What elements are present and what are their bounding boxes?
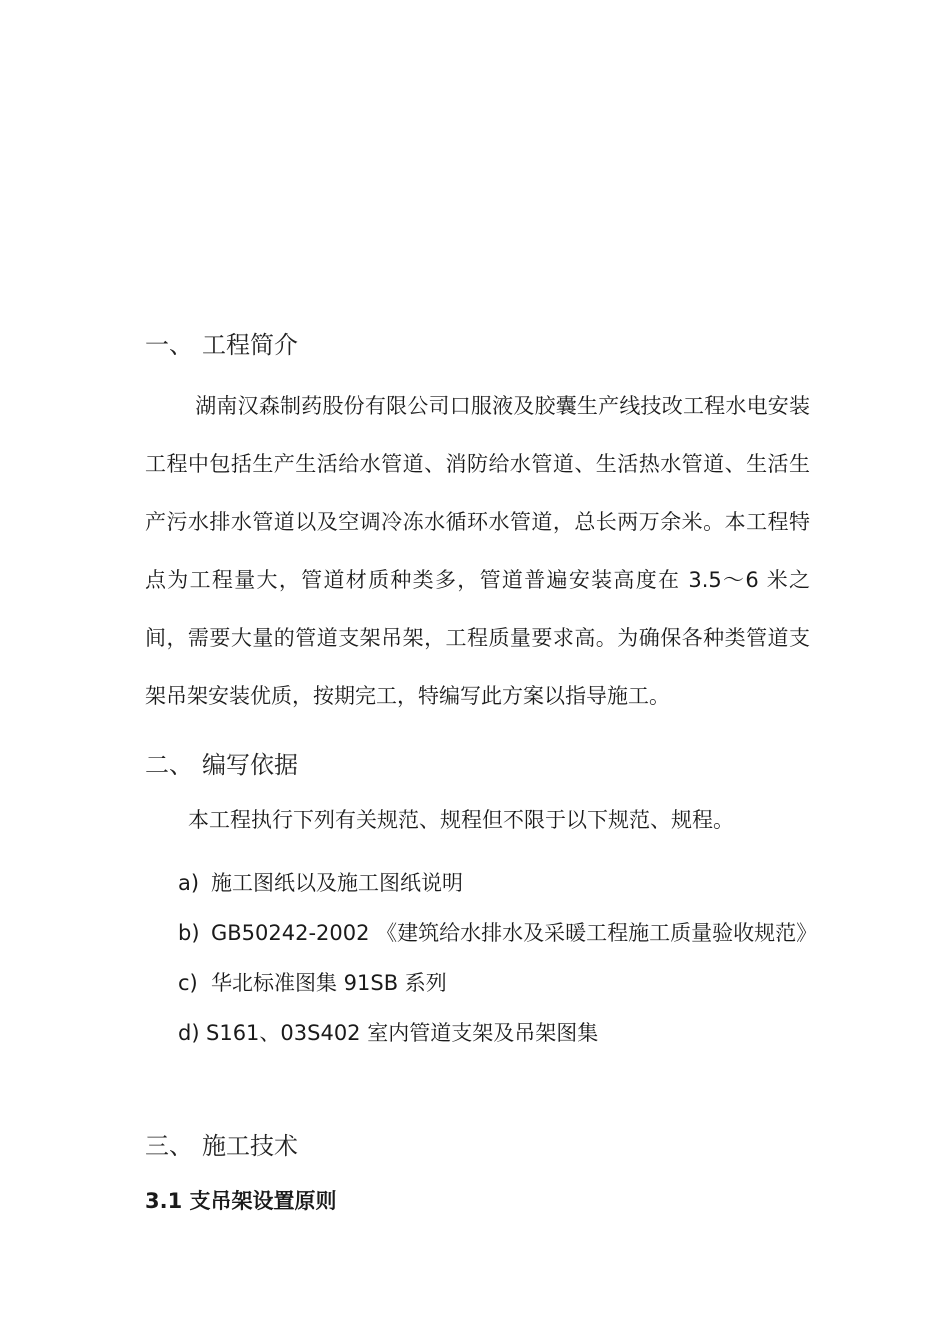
list-item	[178, 908, 818, 958]
section-title: 工程简介	[202, 331, 298, 359]
list-item	[178, 958, 813, 1008]
section-heading-2	[145, 750, 298, 780]
paragraph-text: 湖南汉森制药股份有限公司口服液及胶囊生产线技改工程水电安装工程中包括生产生活给水管道、消防给水管道、生活热水管道、生活生产污水排水管道以及空调冷冻水循环水管道，总长两万余米。本工程特点为工程量大，管道材质种类多，管道普遍安装高度在 3.5～6 米之间，需要大量的管道支架吊架，工程质量要求高。为确保各种类管道支架吊架安装优质，按期完工，特编写此方案以指导施工。	[145, 394, 810, 708]
list-text: 施工图纸以及施工图纸说明	[211, 871, 463, 895]
subsection-heading: 3.1 支吊架设置原则	[145, 1189, 337, 1213]
section-paragraph-1	[145, 377, 810, 725]
section-heading-1	[145, 330, 298, 360]
section-intro: 本工程执行下列有关规范、规程但不限于以下规范、规程。	[188, 808, 734, 832]
list-marker: a)	[178, 871, 200, 895]
list-text: S161、03S402 室内管道支架及吊架图集	[206, 1021, 599, 1045]
section-title: 施工技术	[202, 1132, 298, 1160]
section-title: 编写依据	[202, 751, 298, 779]
list-marker: d)	[178, 1021, 200, 1045]
list-text: GB50242-2002 《建筑给水排水及采暖工程施工质量验收规范》	[211, 921, 818, 945]
section-number: 一、	[145, 331, 193, 359]
list-text: 华北标准图集 91SB 系列	[211, 971, 447, 995]
list-marker: c)	[178, 971, 198, 995]
list-marker: b)	[178, 921, 200, 945]
list-item	[178, 1008, 813, 1058]
reference-list	[178, 858, 818, 1058]
section-number: 三、	[145, 1132, 193, 1160]
section-number: 二、	[145, 751, 193, 779]
list-item	[178, 858, 813, 908]
section-heading-3	[145, 1131, 298, 1161]
